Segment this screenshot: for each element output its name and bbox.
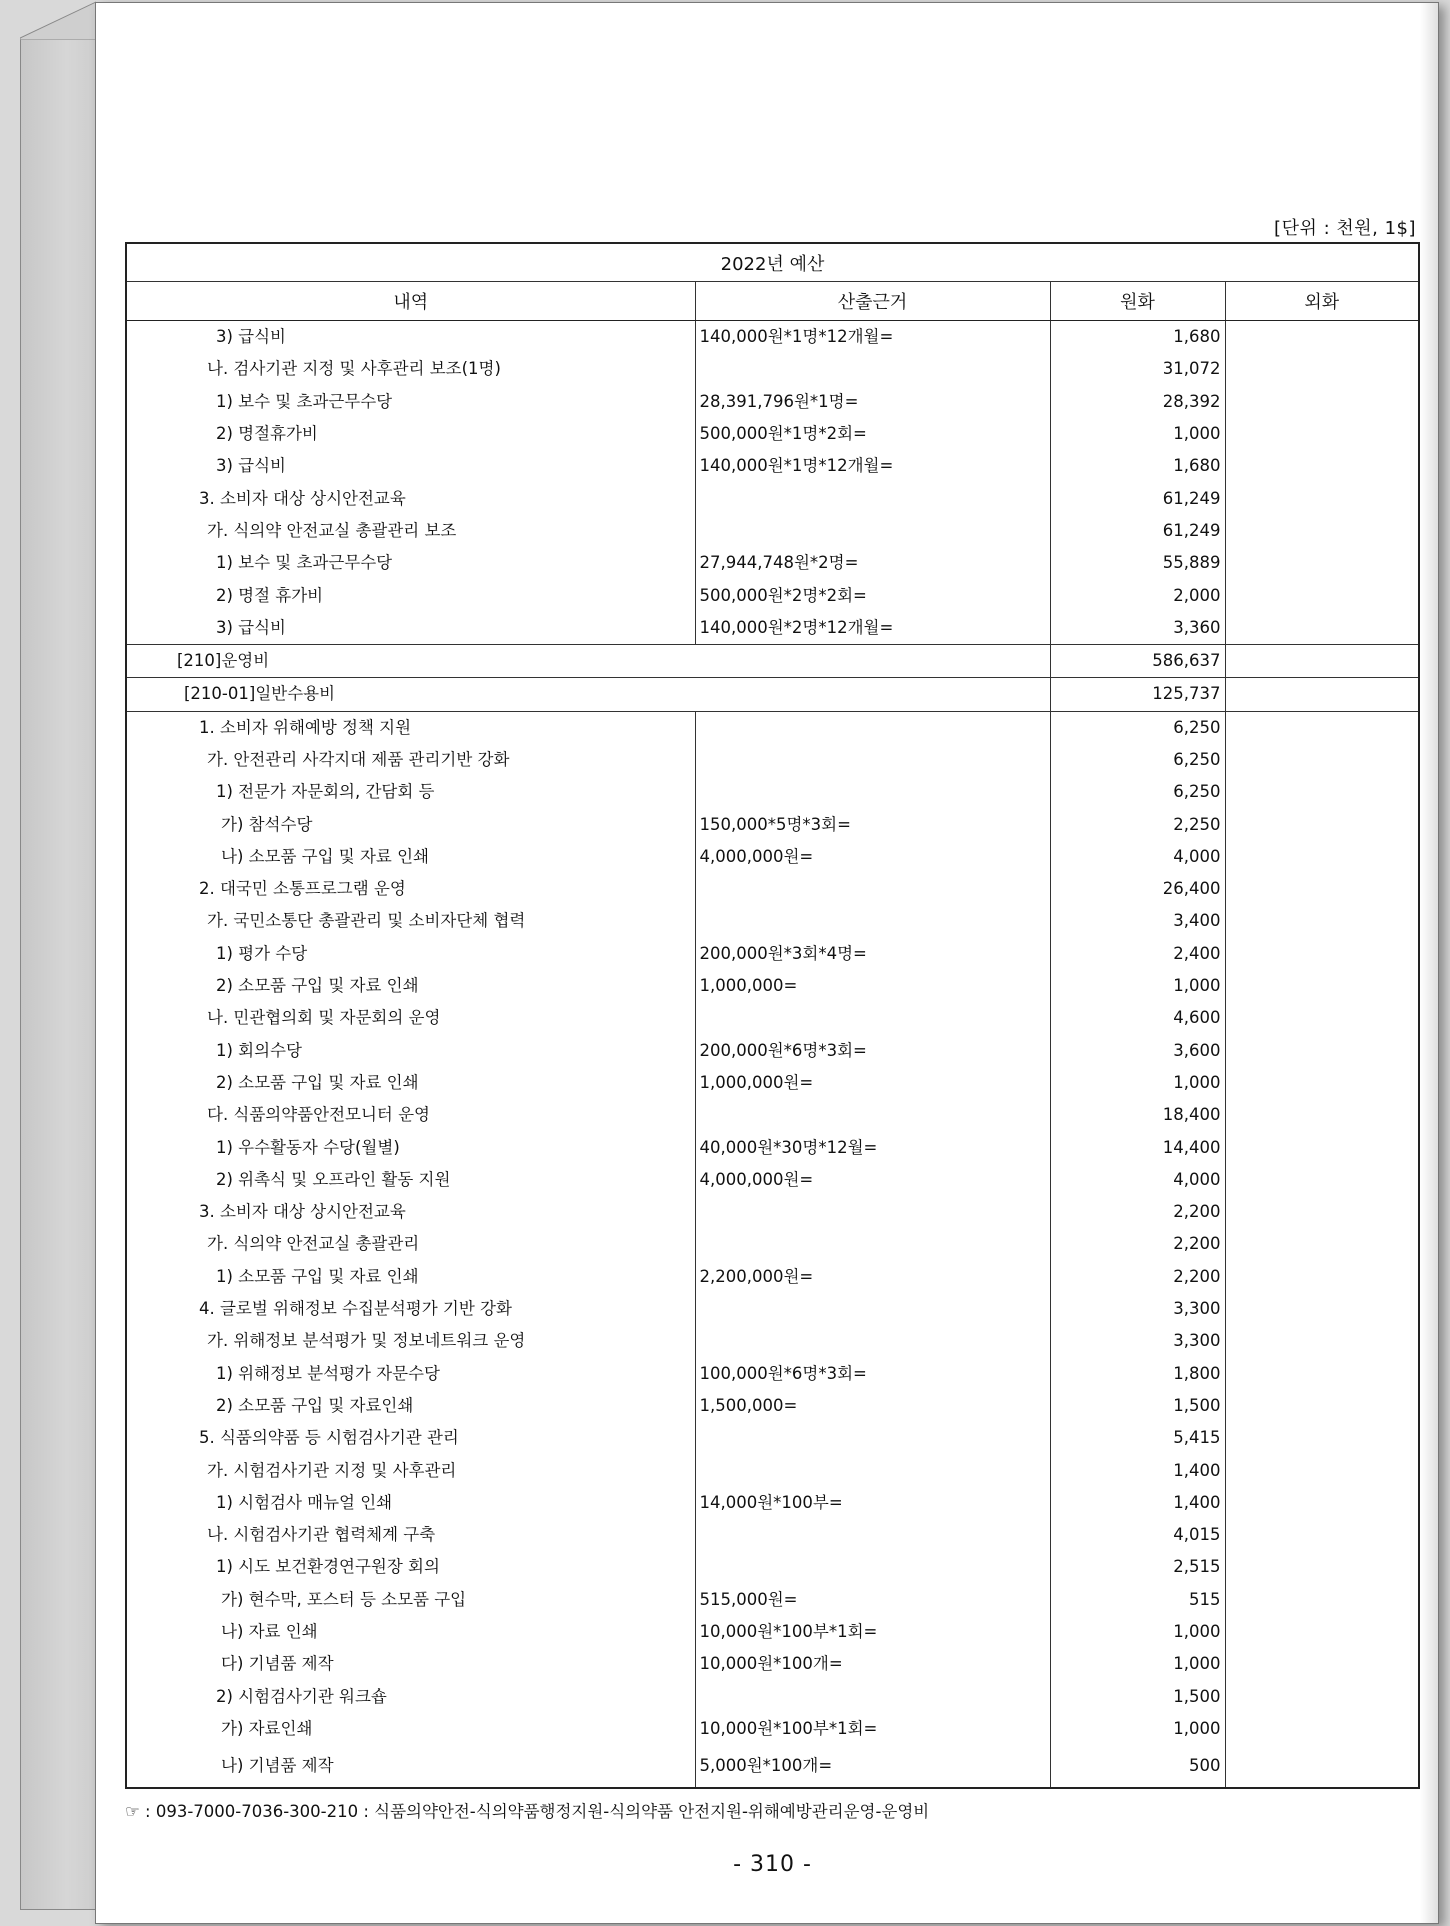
footnote: ☞ : 093-7000-7036-300-210 : 식품의약안전-식의약품행정지원-식의약품 안전지원-위해예방관리운영-운영비 — [125, 1802, 930, 1821]
row-krw-amount: 3,300 — [1050, 1325, 1225, 1357]
row-description: 가) 자료인쇄 — [126, 1713, 695, 1745]
row-description: [210]운영비 — [126, 644, 1050, 677]
row-basis: 10,000원*100부*1회= — [695, 1713, 1050, 1745]
table-row — [126, 353, 1419, 385]
row-description: 가) 현수막, 포스터 등 소모품 구입 — [126, 1584, 695, 1616]
row-basis: 200,000원*6명*3회= — [695, 1035, 1050, 1067]
row-basis: 1,500,000= — [695, 1390, 1050, 1422]
table-row — [126, 1519, 1419, 1551]
row-basis: 140,000원*1명*12개월= — [695, 450, 1050, 482]
row-basis: 27,944,748원*2명= — [695, 547, 1050, 579]
row-foreign-amount — [1225, 321, 1419, 354]
row-krw-amount: 1,680 — [1050, 450, 1225, 482]
table-row — [126, 386, 1419, 418]
table-row — [126, 970, 1419, 1002]
row-description: 1) 보수 및 초과근무수당 — [126, 547, 695, 579]
row-description: 다) 기념품 제작 — [126, 1648, 695, 1680]
row-basis: 200,000원*3회*4명= — [695, 938, 1050, 970]
row-krw-amount: 31,072 — [1050, 353, 1225, 385]
row-krw-amount: 4,015 — [1050, 1519, 1225, 1551]
table-row — [126, 1454, 1419, 1486]
row-foreign-amount — [1225, 1358, 1419, 1390]
table-row — [126, 1358, 1419, 1390]
row-basis: 100,000원*6명*3회= — [695, 1358, 1050, 1390]
budget-table — [125, 242, 1420, 1789]
row-foreign-amount — [1225, 418, 1419, 450]
row-basis: 4,000,000원= — [695, 841, 1050, 873]
table-row — [126, 1228, 1419, 1260]
column-header-foreign: 외화 — [1225, 282, 1419, 321]
table-row — [126, 1164, 1419, 1196]
row-description: 2) 위촉식 및 오프라인 활동 지원 — [126, 1164, 695, 1196]
row-krw-amount: 3,360 — [1050, 612, 1225, 645]
row-basis: 14,000원*100부= — [695, 1487, 1050, 1519]
table-row — [126, 1680, 1419, 1712]
row-foreign-amount — [1225, 1099, 1419, 1131]
row-krw-amount: 2,200 — [1050, 1228, 1225, 1260]
table-row — [126, 1261, 1419, 1293]
row-krw-amount: 1,400 — [1050, 1487, 1225, 1519]
row-description: 1) 시도 보건환경연구원장 회의 — [126, 1551, 695, 1583]
table-row — [126, 1325, 1419, 1357]
row-foreign-amount — [1225, 1390, 1419, 1422]
row-foreign-amount — [1225, 547, 1419, 579]
table-row — [126, 579, 1419, 611]
row-krw-amount: 6,250 — [1050, 744, 1225, 776]
row-krw-amount: 61,249 — [1050, 482, 1225, 514]
row-foreign-amount — [1225, 776, 1419, 808]
row-basis — [695, 482, 1050, 514]
row-foreign-amount — [1225, 482, 1419, 514]
row-description: 가. 국민소통단 총괄관리 및 소비자단체 협력 — [126, 905, 695, 937]
column-header-basis: 산출근거 — [695, 282, 1050, 321]
row-krw-amount: 3,400 — [1050, 905, 1225, 937]
row-krw-amount: 55,889 — [1050, 547, 1225, 579]
row-description: 가. 식의약 안전교실 총괄관리 보조 — [126, 515, 695, 547]
row-description: 1) 평가 수당 — [126, 938, 695, 970]
row-krw-amount: 3,300 — [1050, 1293, 1225, 1325]
row-basis — [695, 1422, 1050, 1454]
table-row — [126, 1067, 1419, 1099]
table-row — [126, 1584, 1419, 1616]
row-basis — [695, 1680, 1050, 1712]
row-foreign-amount — [1225, 970, 1419, 1002]
row-krw-amount: 1,000 — [1050, 418, 1225, 450]
row-foreign-amount — [1225, 808, 1419, 840]
row-krw-amount: 3,600 — [1050, 1035, 1225, 1067]
row-basis — [695, 744, 1050, 776]
row-basis: 515,000원= — [695, 1584, 1050, 1616]
row-description: [210-01]일반수용비 — [126, 678, 1050, 711]
row-description: 2) 소모품 구입 및 자료인쇄 — [126, 1390, 695, 1422]
row-basis — [695, 1196, 1050, 1228]
table-row — [126, 1616, 1419, 1648]
row-foreign-amount — [1225, 450, 1419, 482]
row-description: 가. 위해정보 분석평가 및 정보네트워크 운영 — [126, 1325, 695, 1357]
row-basis — [695, 1519, 1050, 1551]
table-row — [126, 1196, 1419, 1228]
row-description: 나) 자료 인쇄 — [126, 1616, 695, 1648]
row-description: 1) 보수 및 초과근무수당 — [126, 386, 695, 418]
table-row — [126, 644, 1419, 677]
row-foreign-amount — [1225, 678, 1419, 711]
row-foreign-amount — [1225, 1131, 1419, 1163]
column-header-krw: 원화 — [1050, 282, 1225, 321]
row-basis: 500,000원*1명*2회= — [695, 418, 1050, 450]
row-foreign-amount — [1225, 1164, 1419, 1196]
row-basis — [695, 873, 1050, 905]
row-krw-amount: 4,000 — [1050, 1164, 1225, 1196]
row-description: 2) 명절휴가비 — [126, 418, 695, 450]
row-basis — [695, 1099, 1050, 1131]
row-description: 나. 민관협의회 및 자문회의 운영 — [126, 1002, 695, 1034]
row-basis: 10,000원*100부*1회= — [695, 1616, 1050, 1648]
row-foreign-amount — [1225, 386, 1419, 418]
row-foreign-amount — [1225, 905, 1419, 937]
row-krw-amount: 2,515 — [1050, 1551, 1225, 1583]
table-row — [126, 1648, 1419, 1680]
column-header-description: 내역 — [126, 282, 695, 321]
row-foreign-amount — [1225, 1487, 1419, 1519]
row-krw-amount: 6,250 — [1050, 711, 1225, 744]
row-basis — [695, 905, 1050, 937]
row-krw-amount: 1,000 — [1050, 1648, 1225, 1680]
row-krw-amount: 1,500 — [1050, 1680, 1225, 1712]
row-basis: 1,000,000원= — [695, 1067, 1050, 1099]
row-description: 1) 소모품 구입 및 자료 인쇄 — [126, 1261, 695, 1293]
row-foreign-amount — [1225, 1422, 1419, 1454]
row-basis: 5,000원*100개= — [695, 1745, 1050, 1788]
row-krw-amount: 2,400 — [1050, 938, 1225, 970]
table-row — [126, 1293, 1419, 1325]
table-row — [126, 515, 1419, 547]
row-description: 2) 시험검사기관 워크숍 — [126, 1680, 695, 1712]
row-krw-amount: 500 — [1050, 1745, 1225, 1788]
table-row — [126, 1745, 1419, 1788]
row-basis — [695, 776, 1050, 808]
row-basis — [695, 1228, 1050, 1260]
row-basis — [695, 353, 1050, 385]
row-foreign-amount — [1225, 1616, 1419, 1648]
row-description: 나) 기념품 제작 — [126, 1745, 695, 1788]
row-foreign-amount — [1225, 938, 1419, 970]
row-basis: 10,000원*100개= — [695, 1648, 1050, 1680]
row-description: 3) 급식비 — [126, 321, 695, 354]
row-description: 가. 시험검사기관 지정 및 사후관리 — [126, 1454, 695, 1486]
row-description: 3) 급식비 — [126, 450, 695, 482]
row-description: 3) 급식비 — [126, 612, 695, 645]
row-basis: 1,000,000= — [695, 970, 1050, 1002]
row-description: 가) 참석수당 — [126, 808, 695, 840]
row-krw-amount: 1,000 — [1050, 1713, 1225, 1745]
table-row — [126, 905, 1419, 937]
table-row — [126, 776, 1419, 808]
table-row — [126, 482, 1419, 514]
row-krw-amount: 4,600 — [1050, 1002, 1225, 1034]
row-description: 3. 소비자 대상 상시안전교육 — [126, 482, 695, 514]
row-description: 5. 식품의약품 등 시험검사기관 관리 — [126, 1422, 695, 1454]
row-foreign-amount — [1225, 1293, 1419, 1325]
row-description: 1) 전문가 자문회의, 간담회 등 — [126, 776, 695, 808]
table-row — [126, 1422, 1419, 1454]
row-krw-amount: 4,000 — [1050, 841, 1225, 873]
row-foreign-amount — [1225, 1713, 1419, 1745]
row-foreign-amount — [1225, 1067, 1419, 1099]
row-krw-amount: 1,000 — [1050, 1067, 1225, 1099]
row-description: 나) 소모품 구입 및 자료 인쇄 — [126, 841, 695, 873]
row-foreign-amount — [1225, 1002, 1419, 1034]
row-description: 1) 회의수당 — [126, 1035, 695, 1067]
row-description: 가. 식의약 안전교실 총괄관리 — [126, 1228, 695, 1260]
row-krw-amount: 1,500 — [1050, 1390, 1225, 1422]
row-foreign-amount — [1225, 1648, 1419, 1680]
row-krw-amount: 6,250 — [1050, 776, 1225, 808]
table-row — [126, 938, 1419, 970]
row-foreign-amount — [1225, 1035, 1419, 1067]
row-description: 다. 식품의약품안전모니터 운영 — [126, 1099, 695, 1131]
row-foreign-amount — [1225, 1228, 1419, 1260]
row-basis — [695, 1551, 1050, 1583]
row-basis — [695, 515, 1050, 547]
row-foreign-amount — [1225, 1680, 1419, 1712]
table-row — [126, 1035, 1419, 1067]
row-foreign-amount — [1225, 841, 1419, 873]
row-krw-amount: 125,737 — [1050, 678, 1225, 711]
row-foreign-amount — [1225, 873, 1419, 905]
row-description: 나. 검사기관 지정 및 사후관리 보조(1명) — [126, 353, 695, 385]
row-foreign-amount — [1225, 711, 1419, 744]
row-krw-amount: 1,800 — [1050, 1358, 1225, 1390]
row-description: 1) 시험검사 매뉴얼 인쇄 — [126, 1487, 695, 1519]
row-krw-amount: 1,400 — [1050, 1454, 1225, 1486]
row-description: 1) 위해정보 분석평가 자문수당 — [126, 1358, 695, 1390]
row-foreign-amount — [1225, 1519, 1419, 1551]
row-foreign-amount — [1225, 612, 1419, 645]
row-basis — [695, 1325, 1050, 1357]
row-krw-amount: 28,392 — [1050, 386, 1225, 418]
table-row — [126, 1713, 1419, 1745]
row-basis: 2,200,000원= — [695, 1261, 1050, 1293]
row-krw-amount: 18,400 — [1050, 1099, 1225, 1131]
row-foreign-amount — [1225, 1196, 1419, 1228]
row-krw-amount: 2,200 — [1050, 1196, 1225, 1228]
row-krw-amount: 515 — [1050, 1584, 1225, 1616]
table-row — [126, 841, 1419, 873]
row-basis: 140,000원*1명*12개월= — [695, 321, 1050, 354]
row-basis: 4,000,000원= — [695, 1164, 1050, 1196]
row-description: 가. 안전관리 사각지대 제품 관리기반 강화 — [126, 744, 695, 776]
row-foreign-amount — [1225, 1325, 1419, 1357]
table-row — [126, 1551, 1419, 1583]
row-krw-amount: 26,400 — [1050, 873, 1225, 905]
row-foreign-amount — [1225, 1745, 1419, 1788]
table-row — [126, 418, 1419, 450]
row-basis: 150,000*5명*3회= — [695, 808, 1050, 840]
table-row — [126, 1487, 1419, 1519]
row-foreign-amount — [1225, 1454, 1419, 1486]
row-krw-amount: 2,200 — [1050, 1261, 1225, 1293]
row-description: 2. 대국민 소통프로그램 운영 — [126, 873, 695, 905]
budget-rows — [126, 321, 1419, 1789]
table-row — [126, 873, 1419, 905]
table-row — [126, 808, 1419, 840]
row-krw-amount: 1,000 — [1050, 1616, 1225, 1648]
table-row — [126, 450, 1419, 482]
row-krw-amount: 1,680 — [1050, 321, 1225, 354]
table-row — [126, 547, 1419, 579]
row-basis — [695, 711, 1050, 744]
binder-spine-top — [20, 0, 96, 40]
table-row — [126, 612, 1419, 645]
row-foreign-amount — [1225, 644, 1419, 677]
unit-label: [단위 : 천원, 1$] — [1274, 218, 1416, 239]
row-basis: 28,391,796원*1명= — [695, 386, 1050, 418]
row-basis — [695, 1002, 1050, 1034]
row-foreign-amount — [1225, 1584, 1419, 1616]
year-header: 2022년 예산 — [126, 243, 1419, 282]
table-row — [126, 711, 1419, 744]
row-krw-amount: 2,000 — [1050, 579, 1225, 611]
table-row — [126, 321, 1419, 354]
row-foreign-amount — [1225, 515, 1419, 547]
row-description: 2) 명절 휴가비 — [126, 579, 695, 611]
row-description: 4. 글로벌 위해정보 수집분석평가 기반 강화 — [126, 1293, 695, 1325]
row-basis: 140,000원*2명*12개월= — [695, 612, 1050, 645]
page-number: - 310 - — [733, 1852, 812, 1877]
row-basis — [695, 1454, 1050, 1486]
row-foreign-amount — [1225, 744, 1419, 776]
row-foreign-amount — [1225, 1551, 1419, 1583]
row-foreign-amount — [1225, 579, 1419, 611]
table-row — [126, 678, 1419, 711]
row-description: 3. 소비자 대상 상시안전교육 — [126, 1196, 695, 1228]
row-description: 1) 우수활동자 수당(월별) — [126, 1131, 695, 1163]
row-krw-amount: 61,249 — [1050, 515, 1225, 547]
table-row — [126, 1099, 1419, 1131]
row-basis: 500,000원*2명*2회= — [695, 579, 1050, 611]
row-description: 나. 시험검사기관 협력체계 구축 — [126, 1519, 695, 1551]
row-krw-amount: 5,415 — [1050, 1422, 1225, 1454]
row-basis — [695, 1293, 1050, 1325]
row-foreign-amount — [1225, 1261, 1419, 1293]
row-krw-amount: 586,637 — [1050, 644, 1225, 677]
table-row — [126, 1002, 1419, 1034]
row-krw-amount: 2,250 — [1050, 808, 1225, 840]
row-krw-amount: 1,000 — [1050, 970, 1225, 1002]
table-row — [126, 744, 1419, 776]
row-description: 1. 소비자 위해예방 정책 지원 — [126, 711, 695, 744]
row-basis: 40,000원*30명*12월= — [695, 1131, 1050, 1163]
table-row — [126, 1390, 1419, 1422]
binder-spine — [20, 38, 98, 1910]
row-description: 2) 소모품 구입 및 자료 인쇄 — [126, 970, 695, 1002]
row-foreign-amount — [1225, 353, 1419, 385]
table-row — [126, 1131, 1419, 1163]
row-krw-amount: 14,400 — [1050, 1131, 1225, 1163]
row-description: 2) 소모품 구입 및 자료 인쇄 — [126, 1067, 695, 1099]
